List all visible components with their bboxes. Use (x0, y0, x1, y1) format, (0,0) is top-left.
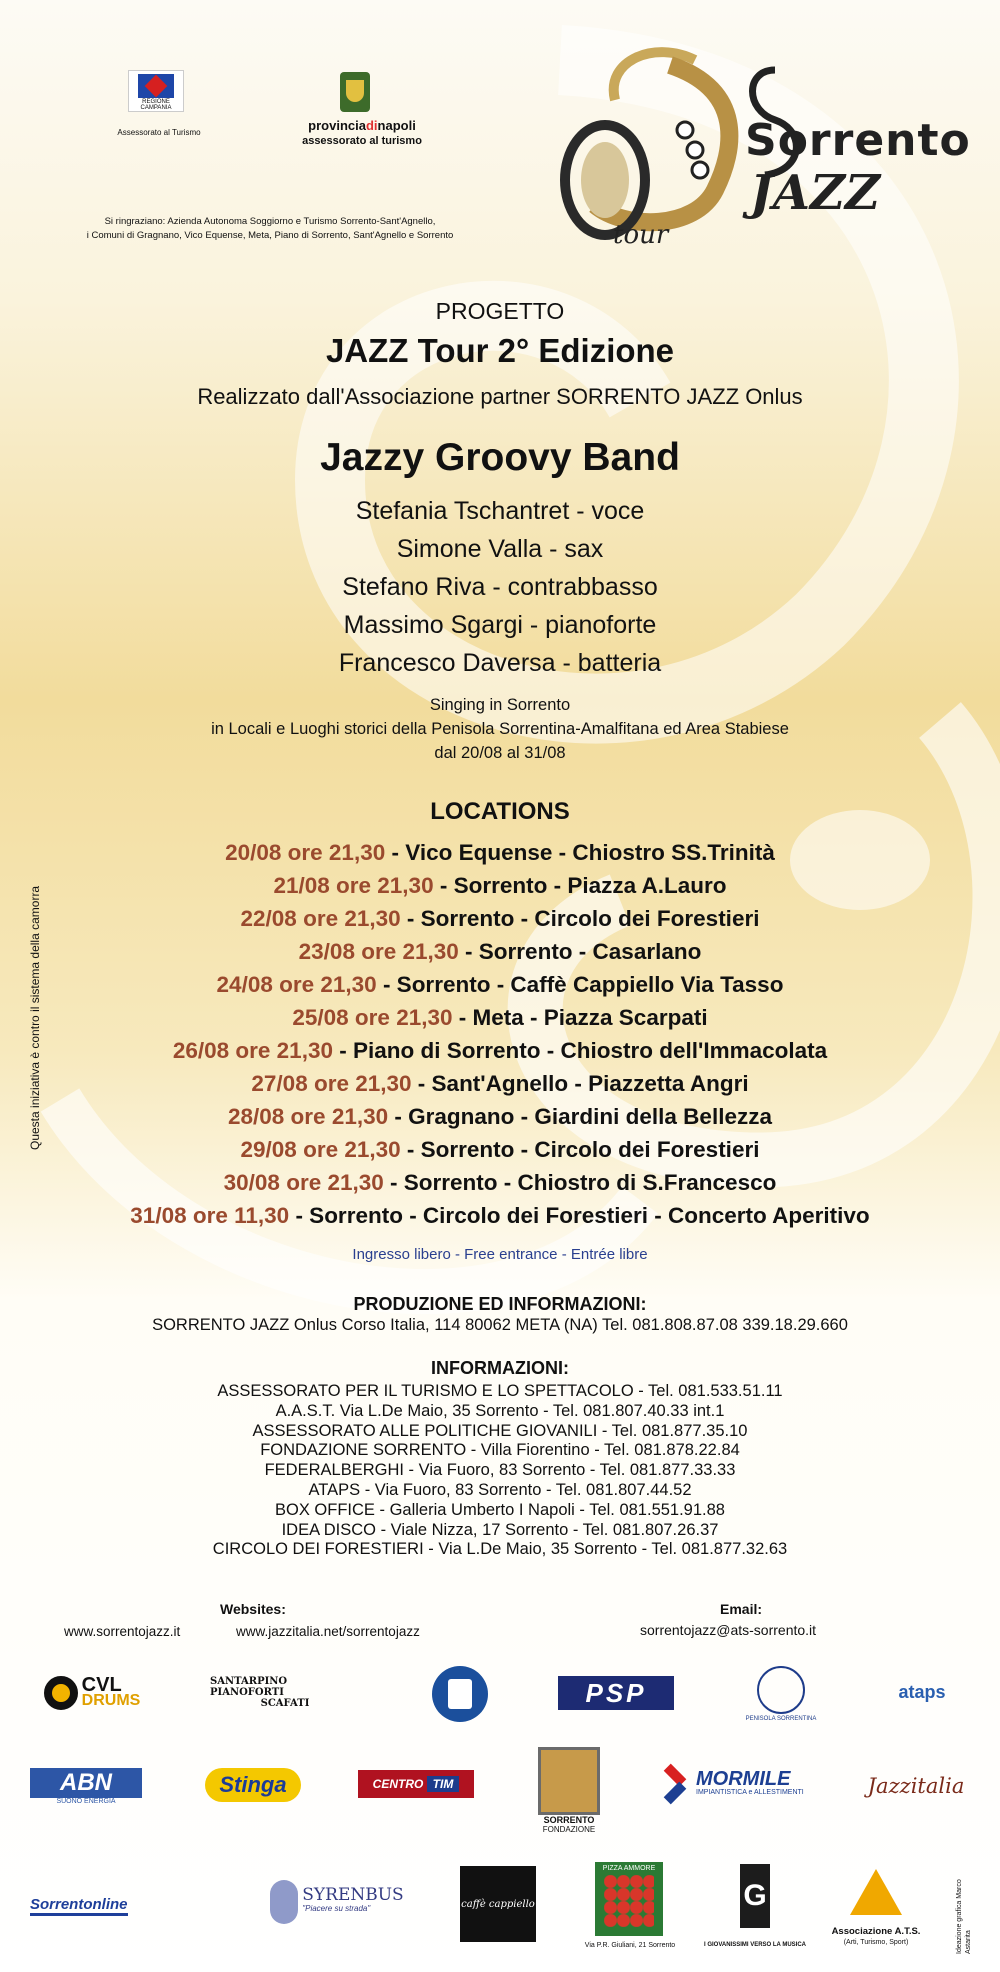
psp-logo: PSP (558, 1676, 674, 1710)
location-row: 22/08 ore 21,30 - Sorrento - Circolo dei Forestieri (240, 906, 760, 931)
regione-campania-logo (128, 70, 184, 112)
project-title: JAZZ Tour 2° Edizione (325, 332, 675, 369)
fondazione-temple-icon (538, 1747, 600, 1815)
mormile-arrow-icon (660, 1766, 690, 1806)
location-row: 30/08 ore 21,30 - Sorrento - Chiostro di S.Francesco (223, 1170, 777, 1195)
side-note: Questa iniziativa è contro il sistema della camorra (28, 885, 42, 1150)
info-heading: INFORMAZIONI: (431, 1358, 569, 1378)
mormile-logo: MORMILE IMPIANTISTICA e ALLESTIMENTI (660, 1758, 820, 1814)
location-row: 29/08 ore 21,30 - Sorrento - Circolo dei Forestieri (240, 1137, 760, 1162)
brand-sorrento: Sorrento (745, 115, 971, 166)
provincia-caption: assessorato al turismo (302, 135, 422, 147)
band-member: Massimo Sgargi - pianoforte (343, 611, 657, 639)
band-members (0, 492, 1000, 682)
sorrentonline-logo: Sorrentonline (30, 1888, 210, 1924)
locations-list (0, 836, 1000, 1232)
pizza-ammore-logo: PIZZA AMMORE (595, 1862, 663, 1936)
ats-logo (848, 1862, 904, 1922)
federalberghi-logo: PENISOLA SORRENTINA (738, 1662, 824, 1726)
thanks-text: Si ringraziano: Azienda Autonoma Soggiorno e Turismo Sorrento-Sant'Agnello, i Comuni di Gragnano, Vico Equense, Meta, Piano di Sorrento, Sant'Agnello e Sorrento (86, 216, 454, 241)
entrance-note: Ingresso libero - Free entrance - Entrée libre (352, 1246, 648, 1263)
email-link[interactable]: sorrentojazz@ats-sorrento.it (640, 1622, 817, 1638)
website-link-1[interactable]: www.sorrentojazz.it (64, 1624, 181, 1639)
caffe-cappiello-logo: caffè cappiello (460, 1866, 536, 1942)
email-label: Email: (720, 1601, 763, 1617)
website-link-2[interactable]: www.jazzitalia.net/sorrentojazz (236, 1624, 420, 1639)
santarpino-logo: SANTARPINO PIANOFORTI SCAFATI (210, 1675, 310, 1709)
band-member: Francesco Daversa - batteria (338, 649, 662, 677)
sponsor-row-1 (0, 1658, 1000, 1748)
band-member: Stefano Riva - contrabbasso (342, 573, 658, 601)
centro-tim-logo: CENTRO TIM (358, 1770, 474, 1798)
info-item: A.A.S.T. Via L.De Maio, 35 Sorrento - Tel. 081.807.40.33 int.1 (275, 1401, 725, 1420)
campania-caption: Assessorato al Turismo (117, 128, 201, 137)
cvl-ring-icon (44, 1676, 78, 1710)
syrenbus-logo: SYRENBUS "Piacere su strada" (262, 1874, 412, 1930)
location-row: 20/08 ore 21,30 - Vico Equense - Chiostro SS.Trinità (225, 840, 775, 865)
syren-figure-icon (270, 1880, 298, 1924)
ataps-logo: ataps (898, 1681, 946, 1702)
federalberghi-seal-icon (757, 1666, 805, 1714)
location-row: 28/08 ore 21,30 - Gragnano - Giardini della Bellezza (228, 1104, 772, 1129)
sponsor-row-2 (0, 1740, 1000, 1850)
location-row: 31/08 ore 11,30 - Sorrento - Circolo dei Forestieri - Concerto Aperitivo (130, 1203, 870, 1228)
provincia-crest-icon (340, 72, 370, 112)
production-heading: PRODUZIONE ED INFORMAZIONI: (353, 1294, 647, 1314)
brand-tour: tour (613, 220, 669, 250)
design-credit: Ideazione grafica Marco Astarita (956, 1879, 972, 1954)
ats-triangle-icon (850, 1869, 902, 1915)
info-item: ASSESSORATO ALLE POLITICHE GIOVANILI - Tel. 081.877.35.10 (252, 1421, 748, 1440)
project-subtitle: Realizzato dall'Associazione partner SORRENTO JAZZ Onlus (197, 384, 803, 409)
websites-label: Websites: (220, 1601, 286, 1617)
production-text: SORRENTO JAZZ Onlus Corso Italia, 114 80062 META (NA) Tel. 081.808.87.08 339.18.29.660 (152, 1316, 848, 1334)
stinga-logo: Stinga (198, 1762, 308, 1808)
info-item: ATAPS - Via Fuoro, 83 Sorrento - Tel. 081.807.44.52 (308, 1480, 692, 1499)
location-row: 25/08 ore 21,30 - Meta - Piazza Scarpati (292, 1005, 708, 1030)
brand-jazz: JAZZ (750, 165, 881, 221)
intro-text: Singing in Sorrento in Locali e Luoghi storici della Penisola Sorrentina-Amalfitana ed Area Stabiese dal 20/08 al 31/08 (211, 696, 789, 762)
giovanissimi-g-icon: G (740, 1864, 770, 1928)
pizza-grid-icon (604, 1875, 654, 1927)
info-item: ASSESSORATO PER IL TURISMO E LO SPETTACOLO - Tel. 081.533.51.11 (217, 1382, 783, 1400)
provincia-name: provinciadinapoli (308, 118, 416, 133)
band-name: Jazzy Groovy Band (320, 436, 680, 479)
location-row: 26/08 ore 21,30 - Piano di Sorrento - Chiostro dell'Immacolata (172, 1038, 828, 1063)
cvl-drums-logo: CVL DRUMS (22, 1670, 162, 1716)
info-item: FEDERALBERGHI - Via Fuoro, 83 Sorrento - Tel. 081.877.33.33 (264, 1461, 736, 1480)
info-list (0, 1382, 1000, 1560)
band-member: Simone Valla - sax (396, 535, 604, 563)
info-item: IDEA DISCO - Viale Nizza, 17 Sorrento - Tel. 081.807.26.37 (281, 1520, 719, 1539)
sorrento-fondazione-logo: SORRENTO FONDAZIONE (530, 1744, 608, 1836)
jazzitalia-logo: Jazzitalia (867, 1774, 965, 1798)
project-label: PROGETTO (435, 298, 565, 324)
giovanissimi-caption: I GIOVANISSIMI VERSO LA MUSICA (703, 1942, 806, 1948)
sponsor-row-3 (0, 1860, 1000, 1968)
location-row: 21/08 ore 21,30 - Sorrento - Piazza A.Lauro (273, 873, 727, 898)
locations-heading: LOCATIONS (430, 798, 570, 825)
city-crest-icon (432, 1666, 488, 1722)
info-item: CIRCOLO DEI FORESTIERI - Via L.De Maio, 35 Sorrento - Tel. 081.877.32.63 (212, 1540, 788, 1559)
band-member: Stefania Tschantret - voce (355, 497, 645, 525)
location-row: 24/08 ore 21,30 - Sorrento - Caffè Cappiello Via Tasso (216, 972, 784, 997)
ats-caption: Associazione A.T.S. (Arti, Turismo, Sport) (831, 1926, 921, 1946)
info-item: BOX OFFICE - Galleria Umberto I Napoli - Tel. 081.551.91.88 (275, 1500, 725, 1519)
campania-shield-icon (138, 74, 174, 98)
location-row: 27/08 ore 21,30 - Sant'Agnello - Piazzetta Angri (251, 1071, 749, 1096)
info-item: FONDAZIONE SORRENTO - Villa Fiorentino - Tel. 081.878.22.84 (260, 1441, 740, 1460)
pizza-address: Via P.R. Giuliani, 21 Sorrento (584, 1942, 676, 1949)
location-row: 23/08 ore 21,30 - Sorrento - Casarlano (298, 939, 702, 964)
campania-badge-text: REGIONE CAMPANIA (140, 99, 172, 111)
sorrento-jazz-tour-logo (545, 30, 975, 265)
abn-logo: ABN SUONO ENERGIA (30, 1764, 142, 1808)
